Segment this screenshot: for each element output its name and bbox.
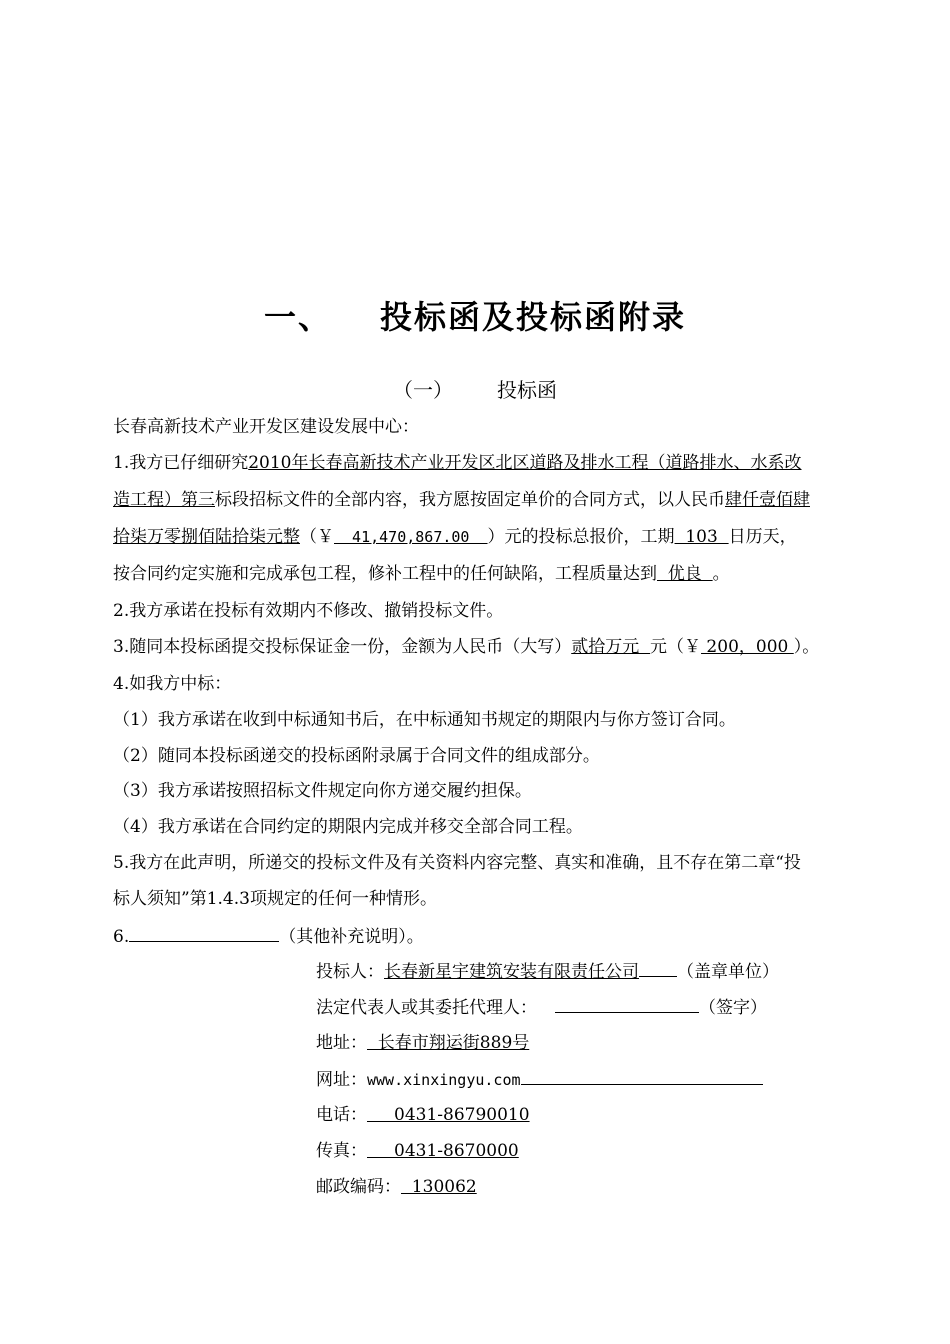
item1-duration-days: 103 — [674, 527, 729, 547]
item1-end: 。 — [712, 564, 730, 584]
item3-amount-number: 200，000 — [701, 637, 794, 657]
bidder-line — [316, 960, 876, 983]
address-value: 长春市翔运街889号 — [367, 1033, 530, 1053]
item5-line1: 5.我方在此声明，所递交的投标文件及有关资料内容完整、真实和准确，且不存在第二章“投 — [113, 853, 801, 873]
item1-text-quality: 按合同约定实施和完成承包工程，修补工程中的任何缺陷，工程质量达到 — [113, 564, 657, 584]
phone-label: 电话： — [316, 1105, 367, 1125]
item2: 2.我方承诺在投标有效期内不修改、撤销投标文件。 — [113, 601, 504, 621]
item1-project-name-cont: 造工程）第三 — [113, 490, 215, 510]
postcode-value: 130062 — [401, 1177, 477, 1197]
item6 — [113, 925, 888, 948]
item1-currency: （￥ — [300, 527, 334, 547]
item1-duration-unit: 日历天， — [728, 527, 797, 547]
item3 — [113, 636, 888, 658]
item1-text: 标段招标文件的全部内容，我方愿按固定单价的合同方式，以人民币 — [215, 490, 725, 510]
section-number: 一、 — [263, 298, 332, 336]
website-label: 网址： — [316, 1070, 367, 1090]
website-value: www.xinxingyu.com — [367, 1071, 521, 1089]
postcode-line — [316, 1176, 876, 1198]
representative-note: （签字） — [699, 998, 767, 1018]
item3-amount-words: 贰拾万元 — [571, 637, 651, 657]
postcode-label: 邮政编码： — [316, 1177, 401, 1197]
fax-value: 0431-8670000 — [367, 1141, 519, 1161]
website-blank — [521, 1068, 763, 1085]
phone-value: 0431-86790010 — [367, 1105, 530, 1125]
item3-prefix: 3.随同本投标函提交投标保证金一份，金额为人民币（大写） — [113, 637, 572, 657]
item4-sub-1: （1）我方承诺在收到中标通知书后，在中标通知书规定的期限内与你方签订合同。 — [113, 710, 736, 730]
bidder-label: 投标人： — [316, 962, 384, 982]
item1-project-name: 2010年长春高新技术产业开发区北区道路及排水工程（道路排水、水系改 — [248, 453, 802, 473]
bidder-blank — [639, 960, 677, 977]
representative-signature-blank — [555, 996, 699, 1013]
item1-line3 — [113, 526, 888, 548]
fax-line — [316, 1140, 876, 1162]
section-title: 投标函及投标函附录 — [380, 298, 687, 336]
item1-quality-grade: 优良 — [657, 564, 713, 584]
item1-text-mid: ）元的投标总报价，工期 — [487, 527, 675, 547]
item1-prefix: 1.我方已仔细研究 — [113, 453, 249, 473]
item6-prefix: 6. — [113, 927, 130, 947]
subsection-title: 投标函 — [497, 378, 557, 402]
item1-amount-number: 41,470,867.00 — [334, 528, 488, 546]
representative-line — [316, 996, 876, 1019]
bidder-name: 长春新星宇建筑安装有限责任公司 — [384, 962, 639, 982]
item1-line2 — [113, 489, 888, 511]
item6-suffix: （其他补充说明）。 — [279, 927, 424, 947]
item4-head: 4.如我方中标： — [113, 674, 232, 694]
address-line — [316, 1032, 876, 1054]
addressee: 长春高新技术产业开发区建设发展中心： — [113, 417, 419, 437]
item4-sub-2: （2）随同本投标函递交的投标函附录属于合同文件的组成部分。 — [113, 746, 600, 766]
address-label: 地址： — [316, 1033, 367, 1053]
website-line — [316, 1068, 876, 1091]
item3-currency: 元（￥ — [650, 637, 702, 657]
item4-sub-4: （4）我方承诺在合同约定的期限内完成并移交全部合同工程。 — [113, 817, 583, 837]
item5-line2: 标人须知”第1.4.3项规定的任何一种情形。 — [113, 889, 437, 909]
phone-line — [316, 1104, 876, 1126]
item4-sub-3: （3）我方承诺按照招标文件规定向你方递交履约担保。 — [113, 781, 532, 801]
representative-label: 法定代表人或其委托代理人： — [316, 998, 537, 1018]
item1-amount-words-cont: 拾柒万零捌佰陆拾柒元整 — [113, 527, 300, 547]
fax-label: 传真： — [316, 1141, 367, 1161]
item6-blank — [129, 925, 279, 942]
subsection-heading — [0, 374, 950, 403]
item1-line1 — [113, 452, 888, 474]
item1-amount-words: 肆仟壹佰肆 — [725, 490, 810, 510]
subsection-number: （一） — [393, 378, 453, 402]
item1-line4 — [113, 563, 888, 585]
section-heading — [0, 292, 950, 338]
item3-end: ）。 — [793, 637, 820, 657]
bidder-note: （盖章单位） — [677, 962, 779, 982]
